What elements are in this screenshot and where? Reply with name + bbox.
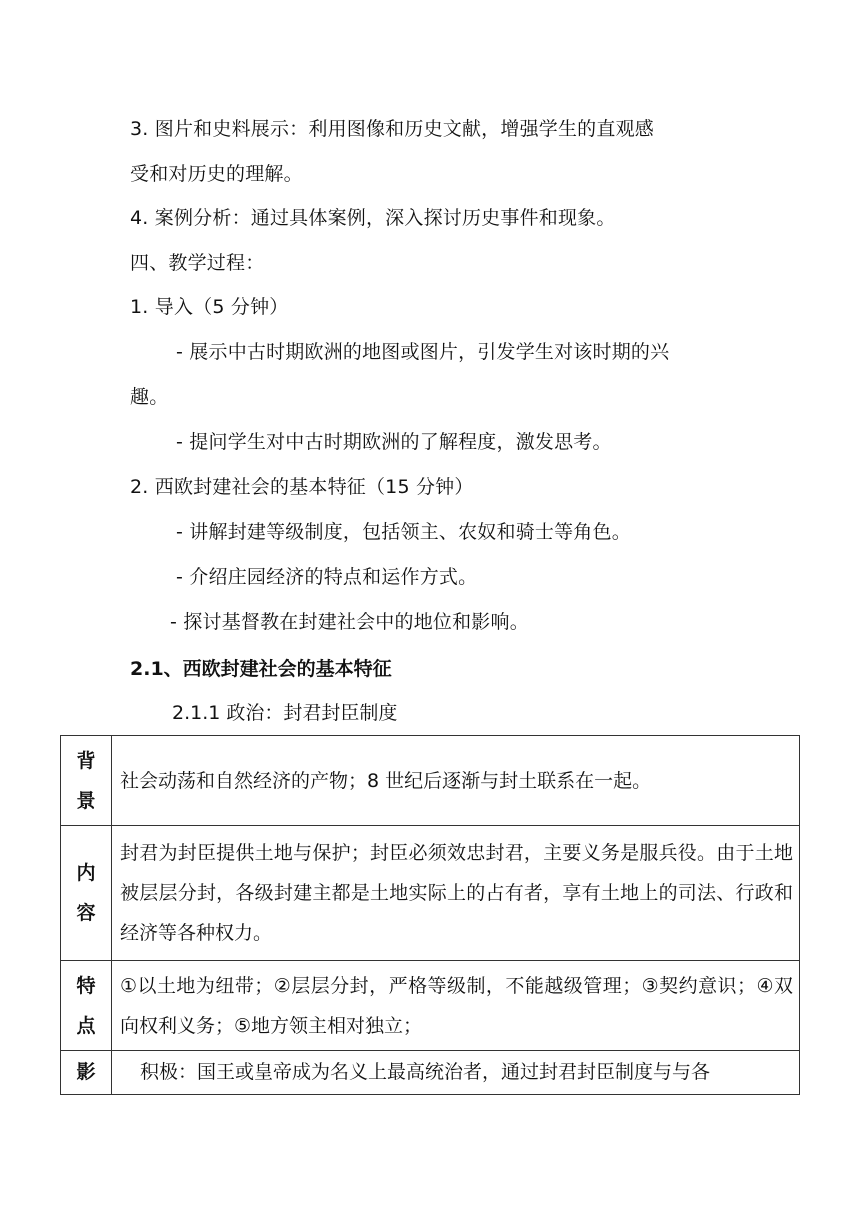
paragraph-features-bullet2: - 介绍庄园经济的特点和运作方式。: [176, 566, 478, 588]
row-content-content: 封君为封臣提供土地与保护；封臣必须效忠封君，主要义务是服兵役。由于土地被层层分封，各级封建主都是土地实际上的占有者，享有土地上的司法、行政和经济等各种权力。: [112, 826, 800, 961]
row-label-content: 内容: [61, 826, 112, 961]
paragraph-pictures-line2: 受和对历史的理解。: [130, 163, 303, 185]
paragraph-features: 2. 西欧封建社会的基本特征（15 分钟）: [130, 476, 474, 498]
paragraph-features-bullet1: - 讲解封建等级制度，包括领主、农奴和骑士等角色。: [176, 521, 631, 543]
section-heading: 2.1、西欧封建社会的基本特征: [130, 658, 392, 680]
row-label-influence: 影: [61, 1051, 112, 1095]
feudal-system-table: [60, 735, 800, 1095]
paragraph-case-analysis: 4. 案例分析：通过具体案例，深入探讨历史事件和现象。: [130, 207, 616, 229]
row-content-features: ①以土地为纽带；②层层分封，严格等级制，不能越级管理；③契约意识；④双向权利义务；⑤地方领主相对独立；: [112, 961, 800, 1051]
paragraph-teaching-process: 四、教学过程：: [130, 252, 265, 274]
paragraph-features-bullet3: - 探讨基督教在封建社会中的地位和影响。: [170, 611, 529, 633]
table-row: [61, 736, 800, 826]
row-content-influence: 积极：国王或皇帝成为名义上最高统治者，通过封君封臣制度与与各: [112, 1051, 800, 1095]
table-row: [61, 1051, 800, 1095]
table-row: [61, 826, 800, 961]
table-row: [61, 961, 800, 1051]
row-label-background: 背景: [61, 736, 112, 826]
paragraph-intro: 1. 导入（5 分钟）: [130, 296, 289, 318]
paragraph-pictures-line1: 3. 图片和史料展示：利用图像和历史文献，增强学生的直观感: [130, 118, 654, 140]
row-label-features: 特点: [61, 961, 112, 1051]
subsection-heading: 2.1.1 政治：封君封臣制度: [172, 702, 398, 724]
row-content-background: 社会动荡和自然经济的产物；8 世纪后逐渐与封土联系在一起。: [112, 736, 800, 826]
paragraph-intro-bullet2: - 提问学生对中古时期欧洲的了解程度，激发思考。: [176, 431, 612, 453]
paragraph-intro-bullet1-line1: - 展示中古时期欧洲的地图或图片，引发学生对该时期的兴: [176, 341, 670, 363]
paragraph-intro-bullet1-line2: 趣。: [130, 386, 169, 408]
